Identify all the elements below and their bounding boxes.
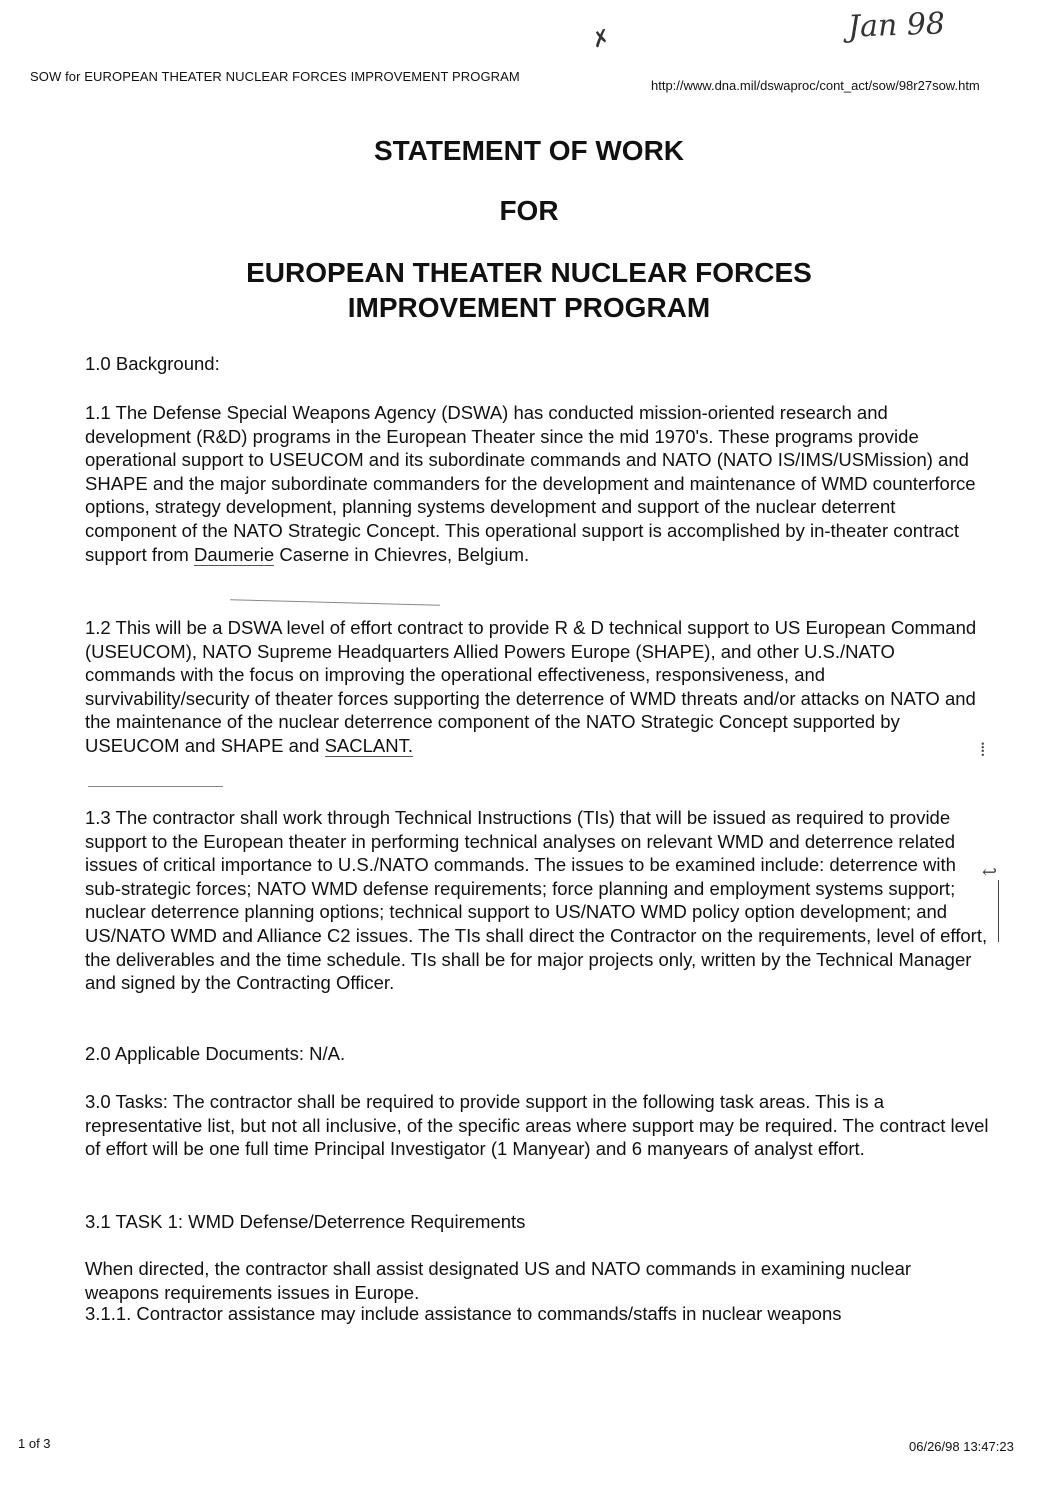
title-line-3: [0, 255, 1058, 325]
margin-mark: ↩: [982, 862, 998, 883]
page-number: 1 of 3: [18, 1436, 51, 1451]
margin-bracket: [992, 880, 999, 942]
section-background-heading: 1.0 Background:: [85, 353, 220, 374]
paragraph-1-2-text: 1.2 This will be a DSWA level of effort contract to provide R & D technical support to US European Command (USEUCOM), NATO Supreme Headquarters Allied Powers Europe (SHAPE), and other U.S./NATO commands with the focus on improving the operational effectiveness, responsiveness, and survivability/security of theater forces supporting the deterrence of WMD threats and/or attacks on NATO and the maintenance of the nuclear deterrence component of the NATO Strategic Concept supported by USEUCOM and SHAPE and: [85, 617, 977, 756]
title-line-2: FOR: [499, 195, 559, 226]
underlined-daumerie: Daumerie: [194, 543, 275, 565]
paragraph-1-1-text: 1.1 The Defense Special Weapons Agency (DSWA) has conducted mission-oriented research and development (R&D) programs in the European Theater since the mid 1970's. These programs provide operational support to USEUCOM and its subordinate commands and NATO (NATO IS/IMS/USMission) and SHAPE and the major subordinate commanders for the development and maintenance of WMD counterforce options, strategy development, planning systems development and support of the nuclear deterrent component of the NATO Strategic Concept. This operational support is accomplished by in-theater contract support from: [85, 402, 976, 565]
title-line-3a: EUROPEAN THEATER NUCLEAR FORCES: [246, 257, 812, 288]
header-url: http://www.dna.mil/dswaproc/cont_act/sow/98r27sow.htm: [651, 78, 980, 93]
paragraph-3-0: 3.0 Tasks: The contractor shall be required to provide support in the following task areas. This is a representative list, but not all inclusive, of the specific areas where support may be required. The contract level of effort will be one full time Principal Investigator (1 Manyear) and 6 manyears of analyst effort.: [85, 1091, 989, 1160]
handwritten-mark: ✗: [588, 24, 614, 53]
paragraph-2-0: 2.0 Applicable Documents: N/A.: [85, 1043, 346, 1064]
margin-mark: ⁞: [980, 737, 986, 761]
title-line-3b: IMPROVEMENT PROGRAM: [347, 292, 711, 323]
pen-stroke: [230, 599, 440, 605]
paragraph-1-2: [85, 616, 990, 758]
handwritten-date: Jan 98: [847, 6, 946, 45]
header-title: SOW for EUROPEAN THEATER NUCLEAR FORCES IMPROVEMENT PROGRAM: [30, 69, 520, 84]
print-timestamp: 06/26/98 13:47:23: [909, 1439, 1014, 1454]
paragraph-3-1-heading: 3.1 TASK 1: WMD Defense/Deterrence Requirements: [85, 1211, 526, 1232]
pen-stroke: [88, 786, 223, 787]
title-line-1: STATEMENT OF WORK: [373, 135, 685, 166]
paragraph-3-1-1: 3.1.1. Contractor assistance may include assistance to commands/staffs in nuclear weapons: [85, 1303, 842, 1324]
paragraph-3-1-body: When directed, the contractor shall assist designated US and NATO commands in examining nuclear weapons requirements issues in Europe.: [85, 1258, 912, 1303]
underlined-saclant: SACLANT.: [324, 734, 413, 756]
paragraph-1-1: [85, 401, 990, 566]
paragraph-1-1-end: Caserne in Chievres, Belgium.: [279, 543, 530, 565]
paragraph-1-3: 1.3 The contractor shall work through Technical Instructions (TIs) that will be issued as required to provide support to the European theater in performing technical analyses on relevant WMD and deterrence related issues of critical importance to U.S./NATO commands. The issues to be examined include: deterrence with sub-strategic forces; NATO WMD defense requirements; force planning and employment systems support; nuclear deterrence planning options; technical support to US/NATO WMD policy option development; and US/NATO WMD and Alliance C2 issues. The TIs shall direct the Contractor on the requirements, level of effort, the deliverables and the time schedule. TIs shall be for major projects only, written by the Technical Manager and signed by the Contracting Officer.: [85, 807, 988, 994]
